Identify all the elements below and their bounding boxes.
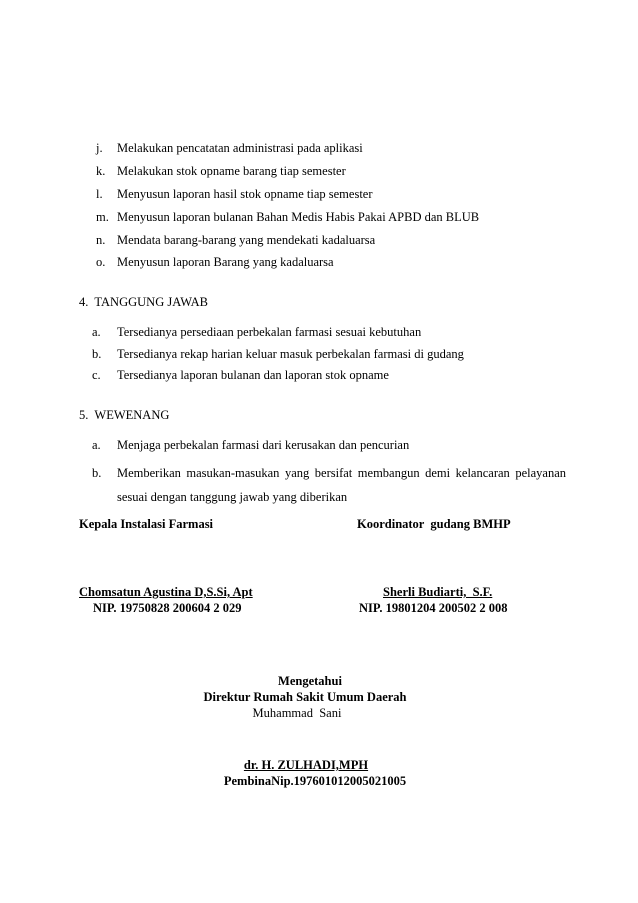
- list-marker: l.: [96, 187, 103, 201]
- list-marker: j.: [96, 141, 103, 155]
- list-item: Menyusun laporan Barang yang kadaluarsa: [117, 255, 334, 269]
- list-marker: b.: [92, 466, 102, 480]
- list-item: Mendata barang-barang yang mendekati kadaluarsa: [117, 233, 376, 247]
- approval-label: Mengetahui: [278, 674, 342, 688]
- list-item: Melakukan stok opname barang tiap semester: [117, 164, 346, 178]
- list-item: Menyusun laporan hasil stok opname tiap semester: [117, 187, 373, 201]
- list-item: Melakukan pencatatan administrasi pada aplikasi: [117, 141, 363, 155]
- list-marker: a.: [92, 325, 101, 339]
- list-marker: m.: [96, 210, 109, 224]
- section-heading: 5. WEWENANG: [79, 408, 170, 422]
- signatory-role-right: Koordinator gudang BMHP: [357, 517, 511, 531]
- list-item-continuation: sesuai dengan tanggung jawab yang diberikan: [117, 490, 348, 504]
- approval-title: Direktur Rumah Sakit Umum Daerah: [203, 690, 407, 704]
- approval-name: dr. H. ZULHADI,MPH: [243, 758, 369, 772]
- approval-institution: Muhammad Sani: [252, 706, 342, 720]
- list-item: Tersedianya persediaan perbekalan farmasi sesuai kebutuhan: [117, 325, 422, 339]
- signatory-nip-right: NIP. 19801204 200502 2 008: [359, 601, 508, 615]
- signatory-nip-left: NIP. 19750828 200604 2 029: [93, 601, 242, 615]
- approval-nip: PembinaNip.197601012005021005: [223, 774, 407, 788]
- list-item: Memberikan masukan-masukan yang bersifat membangun demi kelancaran pelayanan: [117, 466, 566, 480]
- signatory-role-left: Kepala Instalasi Farmasi: [79, 517, 214, 531]
- list-marker: k.: [96, 164, 106, 178]
- signatory-name-left: Chomsatun Agustina D,S.Si, Apt: [79, 585, 253, 599]
- list-item: Menyusun laporan bulanan Bahan Medis Habis Pakai APBD dan BLUB: [117, 210, 480, 224]
- section-heading: 4. TANGGUNG JAWAB: [79, 295, 209, 309]
- list-marker: a.: [92, 438, 101, 452]
- list-item: Tersedianya laporan bulanan dan laporan stok opname: [117, 368, 389, 382]
- list-marker: o.: [96, 255, 106, 269]
- list-item: Menjaga perbekalan farmasi dari kerusakan dan pencurian: [117, 438, 410, 452]
- list-marker: n.: [96, 233, 106, 247]
- list-item: Tersedianya rekap harian keluar masuk perbekalan farmasi di gudang: [117, 347, 464, 361]
- signatory-name-right: Sherli Budiarti, S.F.: [383, 585, 493, 599]
- list-marker: b.: [92, 347, 102, 361]
- list-marker: c.: [92, 368, 101, 382]
